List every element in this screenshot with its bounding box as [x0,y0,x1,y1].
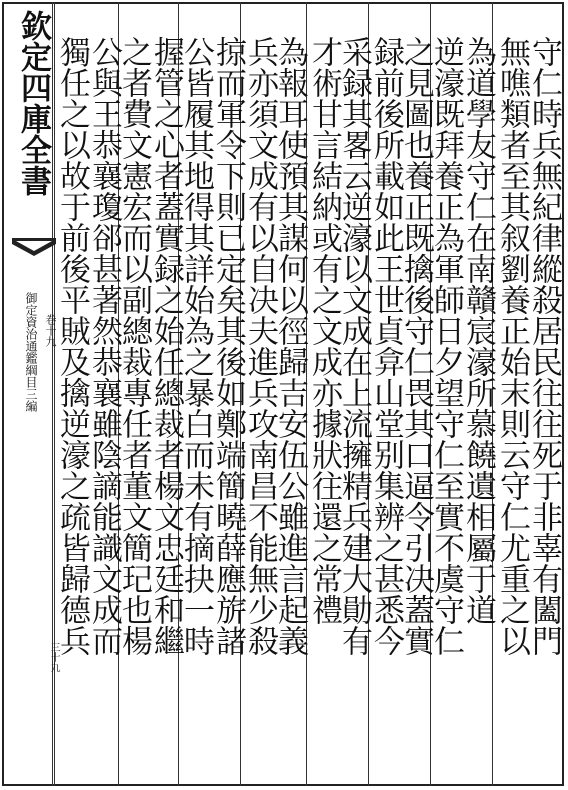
source-title: 御定資治通鑑綱目三編 [24,292,38,412]
text-column: 之者費文憲宏而以副總裁專任者董文簡玘也楊 [116,36,152,656]
text-column: 無噍類者至其叙劉養正始末則云守仁尤重之以 [494,36,530,656]
text-column: 獨任之以故于前後平賊及擒逆濠之疏皆歸德兵 [54,36,90,656]
text-column: 兵亦須文成有以自决夫進兵攻南昌不能無少殺 [242,36,278,656]
fish-tail-ornament-icon [12,238,56,258]
text-column: 之見圖也養正既擒後守仁畏其口逼令引决蓋實 [398,36,434,656]
book-title: 欽定四庫全書 [15,10,51,196]
text-column: 守仁時兵無紀律縱殺居民往往死于非辜有闔門 [526,36,562,656]
page-number: 三十九 [48,642,59,672]
text-column: 逆濠既拜養正為軍師日夕望守仁至實不虞守仁 [428,36,464,656]
text-column: 為報耳使預其謀何以徑歸吉安伍公雖進言起義 [272,36,308,656]
text-column: 掠而軍令下則已定矣其後如鄭端簡曉薛應旂諸 [210,36,246,656]
text-column: 公與王恭襄瓊郤甚著然恭襄雖陰謫能識文成而 [86,36,122,656]
volume-label: 卷十九 [44,314,57,347]
text-column: 録前後所載如此王世貞弇山堂别集辨之甚悉今 [368,36,404,656]
text-column: 公皆履其地得其詳始為之暴白而未有摘抉一時 [178,36,214,656]
page-margin [8,2,58,786]
text-column: 采録其畧云逆濠以文成在上流擁精兵建大勛有 [336,36,372,656]
text-column: 為道學友守仁在南贛宸濠所慕饒遺相屬于道 [460,36,496,625]
text-column: 才術甘言結納或有之文成亦據狀往還之常禮 [306,36,342,625]
text-column: 握管之心者蓋實録之始任總裁者楊文忠廷和繼 [148,36,184,656]
